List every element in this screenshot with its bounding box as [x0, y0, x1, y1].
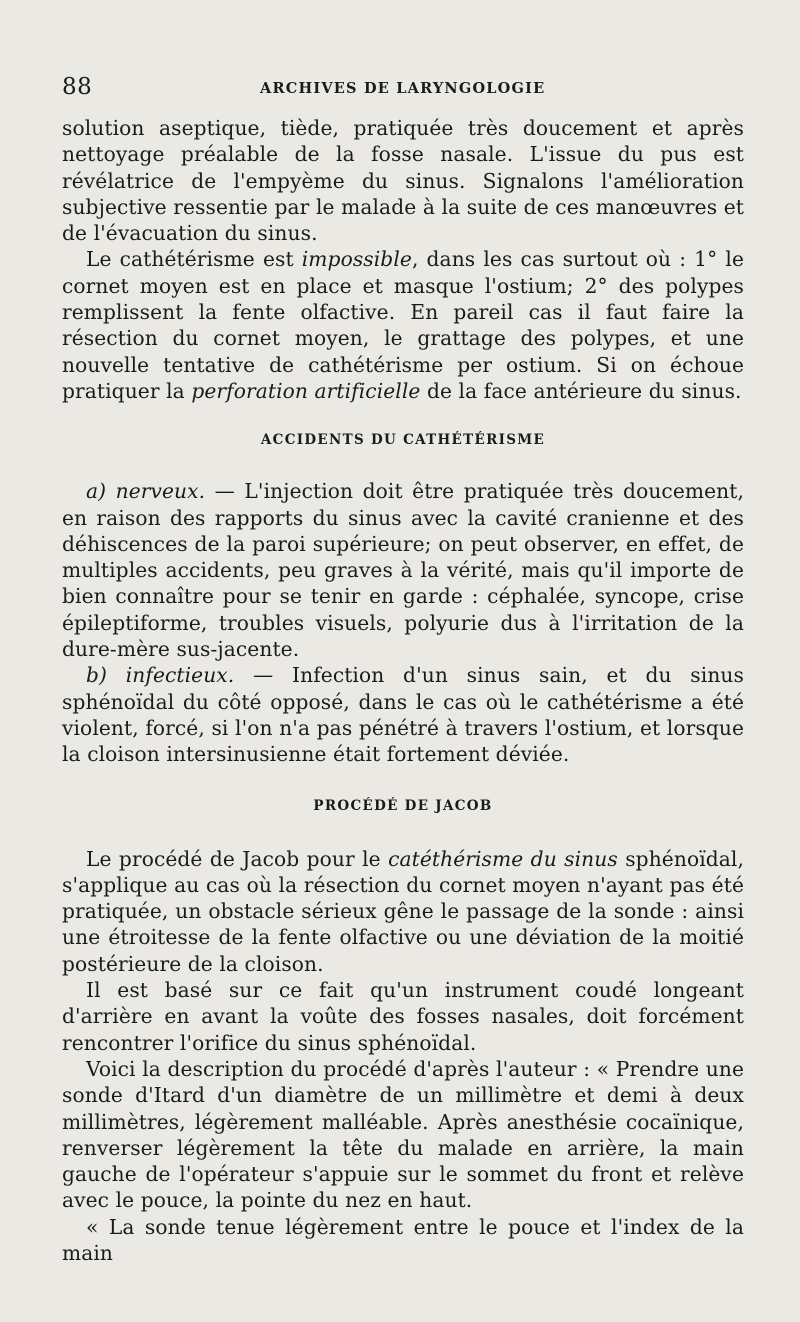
section-heading-accidents: ACCIDENTS DU CATHÉTÉRISME	[260, 432, 546, 449]
paragraph-accidents-nervous: a) nerveux. — L'injection doit être pratiquée très doucement, en raison des rapports du sinus avec la cavité cranienne et des déhiscences de la paroi supérieure; on peut observer, en effet, de multiples accidents, peu graves à la vérité, mais qu'il importe de bien connaître pour se tenir en garde : céphalée, syncope, crise épileptiforme, troubles visuels, polyurie dus à l'irritation de la dure-mère sus-jacente.	[62, 479, 744, 662]
section-heading-jacob: PROCÉDÉ DE JACOB	[313, 797, 493, 814]
paragraph-accidents-infectious: b) infectieux. — Infection d'un sinus sain, et du sinus sphénoïdal du côté opposé, dans le cas où le cathétérisme a été violent, forcé, si l'on n'a pas pénétré à travers l'ostium, et lorsque la cloison intersinusienne était fortement déviée.	[62, 663, 744, 767]
page-body	[62, 115, 744, 1266]
paragraph-jacob-procedure: Le procédé de Jacob pour le catéthérisme du sinus sphénoïdal, s'applique au cas où la résection du cornet moyen n'ayant pas été pratiquée, un obstacle sérieux gêne le passage de la sonde : ainsi une étroitesse de la fente olfactive ou une déviation de la moitié postérieure de la cloison.	[62, 846, 744, 976]
paragraph-catheterism-impossible: Le cathétérisme est impossible, dans les cas surtout où : 1° le cornet moyen est en place et masque l'ostium; 2° des polypes remplissent la fente olfactive. En pareil cas il faut faire la résection du cornet moyen, le grattage des polypes, et une nouvelle tentative de cathétérisme per ostium. Si on échoue pratiquer la perforation artificielle de la face antérieure du sinus.	[62, 247, 744, 403]
paragraph-jacob-sonde: « La sonde tenue légèrement entre le pouce et l'index de la main	[62, 1214, 744, 1265]
paragraph-jacob-description: Voici la description du procédé d'après l'auteur : « Prendre une sonde d'Itard d'un diamètre de un millimètre et demi à deux millimètres, légèrement malléable. Après anesthésie cocaïnique, renverser légèrement la tête du malade en arrière, la main gauche de l'opérateur s'appuie sur le sommet du front et relève avec le pouce, la pointe du nez en haut.	[62, 1056, 744, 1213]
page-number: 88	[62, 74, 93, 100]
paragraph-continuation: solution aseptique, tiède, pratiquée très doucement et après nettoyage préalable de la fosse nasale. L'issue du pus est révélatrice de l'empyème du sinus. Signalons l'amélioration subjective ressentie par le malade à la suite de ces manœuvres et de l'évacuation du sinus.	[62, 116, 744, 246]
page-header	[62, 74, 742, 104]
paragraph-jacob-basis: Il est basé sur ce fait qu'un instrument coudé longeant d'arrière en avant la voûte des fosses nasales, doit forcément rencontrer l'orifice du sinus sphénoïdal.	[62, 978, 744, 1055]
running-title: ARCHIVES DE LARYNGOLOGIE	[260, 80, 546, 97]
